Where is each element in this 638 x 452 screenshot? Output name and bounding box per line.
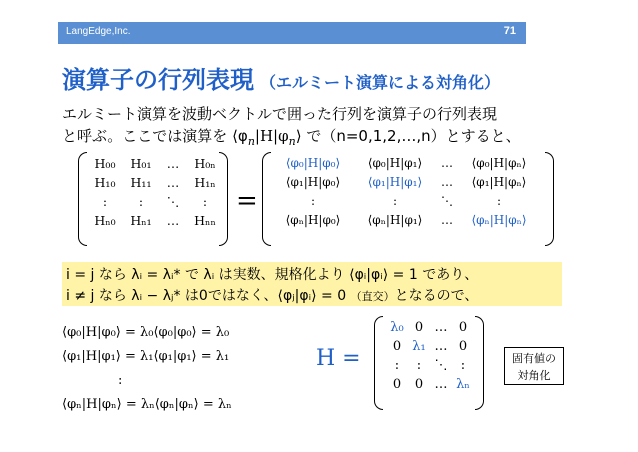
matrix-h-cell: H₀₀ bbox=[94, 156, 116, 171]
matrix-h-cell: : bbox=[102, 194, 108, 209]
matrix-h-cell: H₀₁ bbox=[130, 156, 152, 171]
matrix-diagonal bbox=[374, 316, 484, 410]
matrix-phi-cell: ⟨φ₀|H|φ₁⟩ bbox=[367, 156, 423, 170]
header-brand: LangEdge,Inc. bbox=[66, 26, 131, 37]
matrix-phi-cell: … bbox=[441, 175, 453, 189]
matrix-diag-cell: : bbox=[416, 358, 422, 373]
matrix-phi-cell: ⋱ bbox=[441, 194, 453, 208]
title-main: 演算子の行列表現 bbox=[62, 66, 254, 94]
matrix-phi-cell: : bbox=[310, 194, 316, 208]
matrix-h-cell: H₁₁ bbox=[130, 175, 152, 190]
matrix-diag-eigenvalue: λ₁ bbox=[412, 339, 426, 354]
matrix-diag-left-paren bbox=[374, 316, 383, 410]
matrix-phi-left-paren bbox=[262, 152, 271, 246]
matrix-phi-cell: : bbox=[496, 194, 502, 208]
matrix-diag-cell: : bbox=[460, 358, 466, 373]
matrix-diag-cell: 0 bbox=[458, 339, 468, 354]
matrix-h-cell: Hₙ₀ bbox=[94, 213, 116, 228]
matrix-diag-cell: … bbox=[434, 320, 448, 335]
matrix-phi-cell-diagonal: ⟨φ₁|H|φ₁⟩ bbox=[367, 175, 423, 189]
matrix-phi-cell: ⟨φₙ|H|φ₁⟩ bbox=[367, 213, 423, 227]
h-equals-label: H = bbox=[316, 346, 361, 371]
equation-line: ⟨φ₁|H|φ₁⟩ = λ₁⟨φ₁|φ₁⟩ = λ₁ bbox=[62, 349, 230, 364]
condition-highlight bbox=[62, 262, 562, 306]
eigen-equations bbox=[62, 322, 232, 418]
matrix-phi-cell: … bbox=[441, 213, 453, 227]
matrix-h-left-paren bbox=[78, 152, 87, 246]
matrix-h-cell: H₀ₙ bbox=[194, 156, 216, 171]
matrix-diag-cell: 0 bbox=[458, 320, 468, 335]
matrix-diag-eigenvalue: λ₀ bbox=[390, 320, 404, 335]
matrix-h-cell: H₁ₙ bbox=[194, 175, 216, 190]
callout-line-1: 固有値の bbox=[512, 352, 556, 365]
intro-text bbox=[62, 103, 521, 153]
matrix-diag-cell: … bbox=[434, 339, 448, 354]
page-number: 71 bbox=[503, 25, 516, 37]
matrix-phi-cell: … bbox=[441, 156, 453, 170]
matrix-diag-cell: 0 bbox=[392, 377, 402, 392]
title-sub: （エルミート演算による対角化） bbox=[260, 73, 501, 92]
matrix-diag-eigenvalue: λₙ bbox=[456, 377, 470, 392]
matrix-diag-right-paren bbox=[475, 316, 484, 410]
matrix-diag-cell: 0 bbox=[414, 377, 424, 392]
matrix-phi-cell: ⟨φₙ|H|φ₀⟩ bbox=[285, 213, 341, 227]
matrix-phi-cell-diagonal: ⟨φ₀|H|φ₀⟩ bbox=[285, 156, 341, 170]
matrix-phi-cell: ⟨φ₁|H|φₙ⟩ bbox=[471, 175, 527, 189]
callout-box bbox=[504, 347, 564, 385]
intro-line-2: と呼ぶ。ここでは演算を $⟨\varphi_n|H|\varphi_n⟩$ で（n=0,1,2,…,n）とすると、 bbox=[62, 127, 521, 148]
equation-line: ⟨φ₀|H|φ₀⟩ = λ₀⟨φ₀|φ₀⟩ = λ₀ bbox=[62, 325, 230, 340]
matrix-h-cell: … bbox=[166, 175, 180, 190]
equation-line: : bbox=[118, 373, 123, 388]
matrix-phi-cell: ⟨φ₁|H|φ₀⟩ bbox=[285, 175, 341, 189]
matrix-h bbox=[78, 152, 228, 246]
matrix-phi-cell-diagonal: ⟨φₙ|H|φₙ⟩ bbox=[471, 213, 527, 227]
matrix-h-cell: Hₙ₁ bbox=[130, 213, 152, 228]
intro-line-1: エルミート演算を波動ベクトルで囲った行列を演算子の行列表現 bbox=[62, 105, 498, 123]
matrix-h-right-paren bbox=[219, 152, 228, 246]
matrix-diag-cell: 0 bbox=[414, 320, 424, 335]
equation-line: ⟨φₙ|H|φₙ⟩ = λₙ⟨φₙ|φₙ⟩ = λₙ bbox=[62, 397, 232, 412]
matrix-h-cell: … bbox=[166, 156, 180, 171]
matrix-diag-cell: … bbox=[434, 377, 448, 392]
matrix-diag-cell: : bbox=[394, 358, 400, 373]
matrix-phi-cell: ⟨φ₀|H|φₙ⟩ bbox=[471, 156, 527, 170]
matrix-phi-right-paren bbox=[545, 152, 554, 246]
matrix-h-cell: : bbox=[202, 194, 208, 209]
equals-sign: = bbox=[236, 186, 258, 216]
matrix-h-cell: … bbox=[166, 213, 180, 228]
matrix-h-cell: H₁₀ bbox=[94, 175, 116, 190]
matrix-diag-cell: 0 bbox=[392, 339, 402, 354]
callout-line-2: 対角化 bbox=[517, 369, 551, 382]
condition-line-1: i = j なら λᵢ = λᵢ* で λᵢ は実数、規格化より ⟨φᵢ|φᵢ⟩ = 1 であり、 bbox=[66, 267, 479, 283]
matrix-phi-cell: : bbox=[392, 194, 398, 208]
matrix-h-cell: : bbox=[138, 194, 144, 209]
matrix-diag-cell: ⋱ bbox=[434, 358, 448, 373]
slide-title bbox=[62, 60, 500, 95]
matrix-phi bbox=[262, 152, 554, 246]
matrix-h-cell: Hₙₙ bbox=[194, 213, 216, 228]
header-bar bbox=[58, 22, 526, 44]
matrix-h-cell: ⋱ bbox=[166, 194, 180, 209]
condition-line-2: i ≠ j なら λᵢ − λⱼ* は0ではなく、⟨φⱼ|φᵢ⟩ = 0 （直交）となるので、 bbox=[66, 288, 479, 304]
